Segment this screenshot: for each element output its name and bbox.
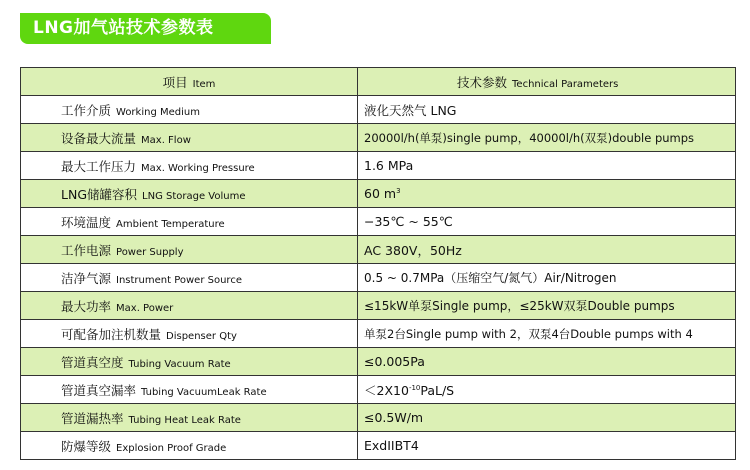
- row-item-cn: 最大工作压力: [61, 159, 137, 174]
- row-value: ≤0.5W/m: [358, 404, 736, 432]
- row-item-cell: [21, 208, 358, 236]
- table-row: [21, 180, 736, 208]
- column-header-parameters: [358, 68, 736, 96]
- column-header-item: [21, 68, 358, 96]
- row-item-en: Dispenser Qty: [166, 331, 237, 342]
- table-row: [21, 236, 736, 264]
- row-item-cn: 最大功率: [61, 299, 112, 314]
- row-item-en: Explosion Proof Grade: [116, 443, 227, 454]
- row-item-cell: [21, 348, 358, 376]
- row-value-suffix: PaL/S: [420, 382, 455, 398]
- row-item-cn: 设备最大流量: [61, 131, 137, 146]
- row-item-cell: [21, 432, 358, 460]
- table-row: [21, 124, 736, 152]
- row-item-en: Working Medium: [116, 107, 200, 118]
- row-item-cell: [21, 376, 358, 404]
- row-item-en: LNG Storage Volume: [142, 191, 246, 202]
- table-row: [21, 152, 736, 180]
- row-item-cell: [21, 292, 358, 320]
- row-item-cell: [21, 180, 358, 208]
- row-item-cn: 工作电源: [61, 243, 112, 258]
- table-row: [21, 320, 736, 348]
- table-row: [21, 376, 736, 404]
- row-value: 1.6 MPa: [358, 152, 736, 180]
- row-value: −35℃ ~ 55℃: [358, 208, 736, 236]
- param-header-en: Technical Parameters: [512, 78, 619, 90]
- row-value: AC 380V，50Hz: [358, 236, 736, 264]
- row-value: ≤0.005Pa: [358, 348, 736, 376]
- row-item-cell: [21, 236, 358, 264]
- row-value-cell: [358, 180, 736, 208]
- value-superscript: -10: [408, 383, 421, 392]
- row-item-cn: 工作介质: [61, 103, 112, 118]
- row-item-cell: [21, 404, 358, 432]
- page-title: LNG加气站技术参数表: [33, 18, 214, 38]
- table-row: [21, 404, 736, 432]
- row-item-cell: [21, 320, 358, 348]
- row-item-cell: [21, 152, 358, 180]
- row-value: ExdIIBT4: [358, 432, 736, 460]
- row-item-en: Tubing VacuumLeak Rate: [141, 387, 267, 398]
- row-value: ＜2X10: [364, 382, 409, 398]
- spec-table: [20, 67, 736, 460]
- row-value: 0.5 ~ 0.7MPa（压缩空气/氮气）Air/Nitrogen: [358, 264, 736, 292]
- row-item-cn: 管道漏热率: [61, 411, 124, 426]
- param-header-cn: 技术参数: [457, 74, 508, 90]
- table-row: [21, 96, 736, 124]
- row-value: 液化天然气 LNG: [358, 96, 736, 124]
- row-item-en: Tubing Heat Leak Rate: [128, 415, 241, 426]
- row-item-en: Max. Working Pressure: [141, 163, 255, 174]
- table-row: [21, 292, 736, 320]
- row-item-en: Instrument Power Source: [116, 275, 242, 286]
- row-value: 60 m: [364, 186, 397, 201]
- row-item-cn: LNG储罐容积: [61, 187, 138, 202]
- table-header-row: [21, 68, 736, 96]
- row-value: 20000l/h(单泵)single pump，40000l/h(双泵)double pumps: [358, 124, 736, 152]
- row-item-cell: [21, 124, 358, 152]
- row-item-cn: 管道真空漏率: [61, 383, 137, 398]
- row-item-en: Max. Flow: [141, 135, 191, 146]
- row-value: 单泵2台Single pump with 2，双泵4台Double pumps with 4: [358, 320, 736, 348]
- item-header-cn: 项目: [162, 74, 188, 90]
- row-value-cell: [358, 376, 736, 404]
- value-superscript: 3: [396, 186, 401, 195]
- row-item-cn: 管道真空度: [61, 355, 124, 370]
- table-row: [21, 432, 736, 460]
- row-item-cell: [21, 264, 358, 292]
- table-row: [21, 208, 736, 236]
- row-item-cn: 可配备加注机数量: [61, 327, 162, 342]
- table-row: [21, 264, 736, 292]
- row-item-cn: 防爆等级: [61, 439, 112, 454]
- row-item-en: Max. Power: [116, 303, 174, 314]
- row-item-en: Tubing Vacuum Rate: [128, 359, 231, 370]
- row-item-cn: 环境温度: [61, 215, 112, 230]
- row-item-cell: [21, 96, 358, 124]
- row-item-cn: 洁净气源: [61, 271, 112, 286]
- row-item-en: Power Supply: [116, 247, 184, 258]
- row-value: ≤15kW单泵Single pump，≤25kW双泵Double pumps: [358, 292, 736, 320]
- table-row: [21, 348, 736, 376]
- row-item-en: Ambient Temperature: [116, 219, 225, 230]
- item-header-en: Item: [192, 78, 216, 90]
